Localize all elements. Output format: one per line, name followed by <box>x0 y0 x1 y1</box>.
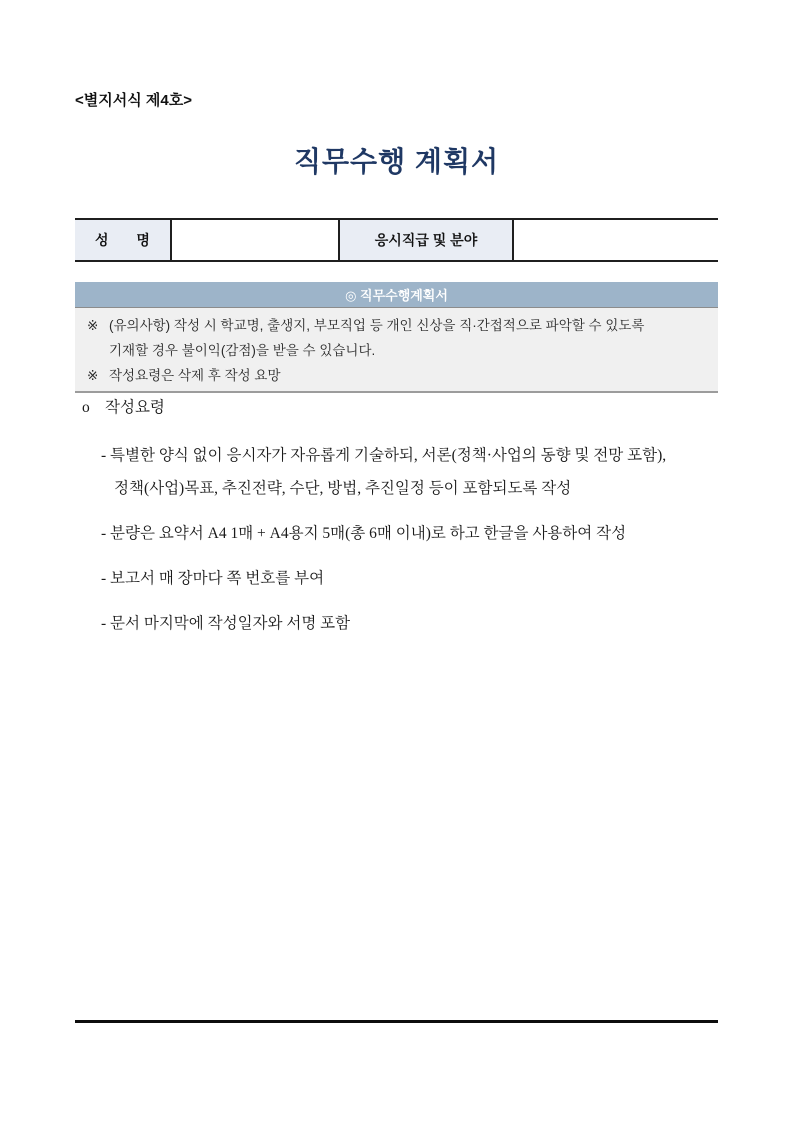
guidelines-heading-text: 작성요령 <box>105 399 165 416</box>
notice-header-title: ◎ 직무수행계획서 <box>345 288 448 303</box>
guideline-line: - 특별한 양식 없이 응시자가 자유롭게 기술하되, 서론(정책·사업의 동향 및 전망 포함), <box>101 447 667 464</box>
guideline-item <box>82 562 730 595</box>
warning-text <box>109 313 706 363</box>
position-label-cell: 응시직급 및 분야 <box>340 220 514 260</box>
name-label-cell: 성 명 <box>75 220 172 260</box>
warning-line: 기재할 경우 불이익(감점)을 받을 수 있습니다. <box>109 343 376 358</box>
reference-mark: ※ <box>87 318 99 333</box>
page-bottom-rule <box>75 1020 718 1023</box>
page-title: 직무수행 계획서 <box>293 146 500 177</box>
guideline-line: - 보고서 매 장마다 쪽 번호를 부여 <box>101 570 325 587</box>
guidelines-list <box>82 439 730 640</box>
guideline-line: - 분량은 요약서 A4 1매 + A4용지 5매(총 6매 이내)로 하고 한글을 사용하여 작성 <box>101 525 627 542</box>
form-number-label: <별지서식 제4호> <box>75 92 192 109</box>
warning-item <box>87 313 706 363</box>
warning-item <box>87 363 706 388</box>
guideline-item <box>82 439 730 505</box>
guideline-item <box>82 607 730 640</box>
warning-text <box>109 363 706 388</box>
warning-line: (유의사항) 작성 시 학교명, 출생지, 부모직업 등 개인 신상을 직·간접적으로 파악할 수 있도록 <box>109 318 645 333</box>
guideline-line: - 문서 마지막에 작성일자와 서명 포함 <box>101 615 351 632</box>
applicant-info-table <box>75 218 718 262</box>
guidelines-heading <box>82 397 730 419</box>
reference-mark: ※ <box>87 368 99 383</box>
position-value-cell[interactable] <box>514 220 718 260</box>
guideline-item <box>82 517 730 550</box>
circle-bullet: o <box>82 399 90 416</box>
notice-header-bar <box>75 282 718 308</box>
guidelines-section <box>82 397 730 640</box>
name-value-cell[interactable] <box>172 220 340 260</box>
guideline-line: 정책(사업)목표, 추진전략, 수단, 방법, 추진일정 등이 포함되도록 작성 <box>114 480 572 497</box>
warning-line: 작성요령은 삭제 후 작성 요망 <box>109 368 281 383</box>
notice-body <box>75 308 718 393</box>
